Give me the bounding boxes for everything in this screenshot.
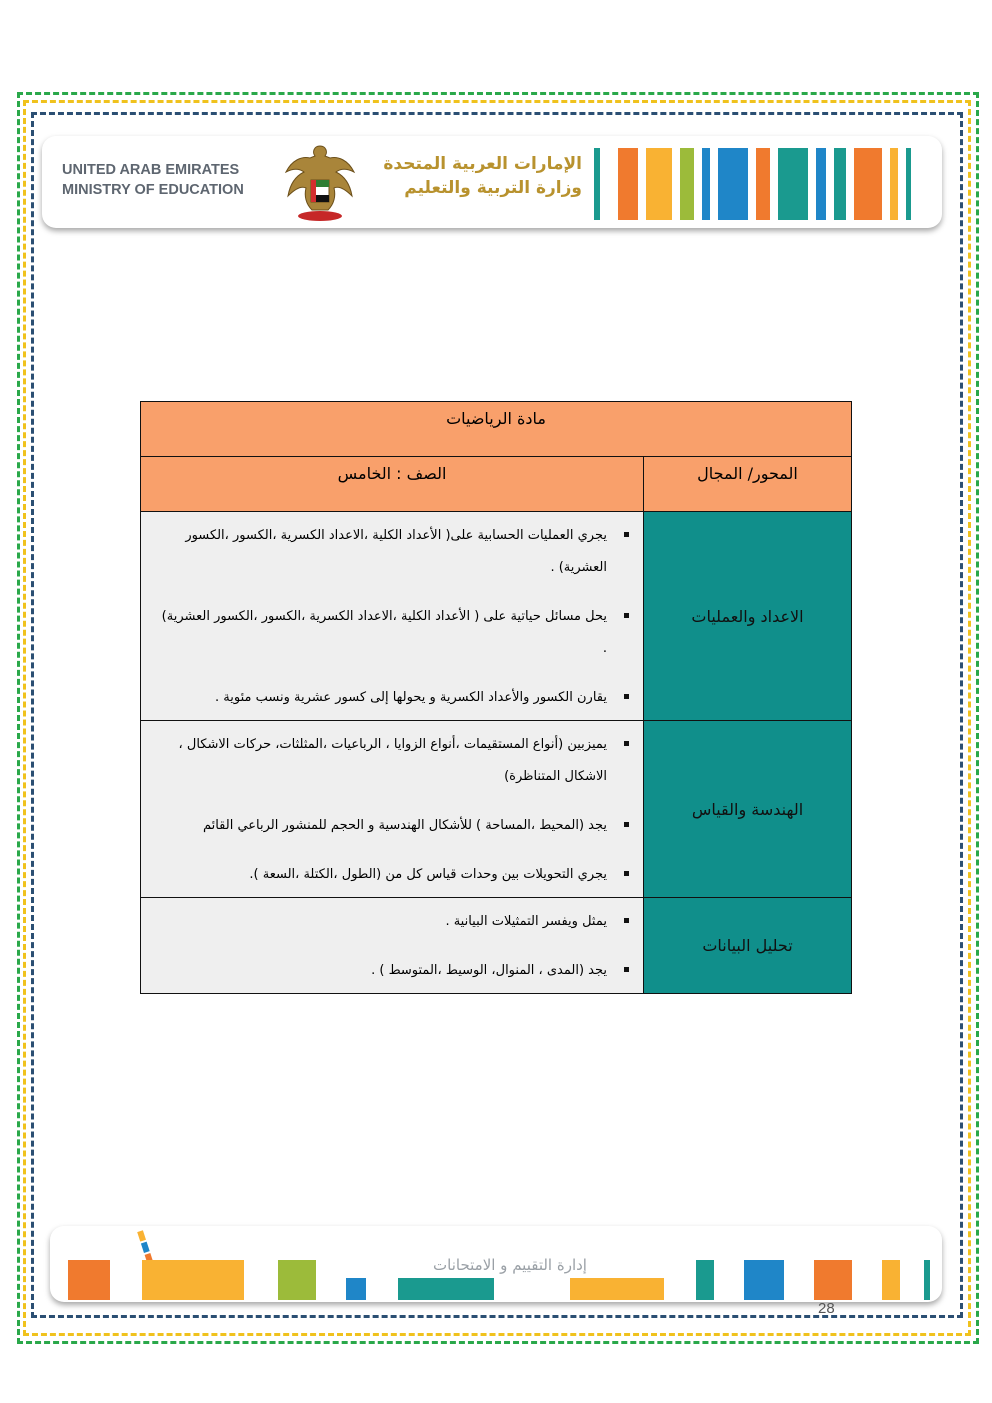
stripe — [854, 148, 882, 220]
color-stripes-decoration — [594, 146, 939, 222]
block — [398, 1278, 494, 1300]
outcomes-cell — [141, 898, 644, 994]
outcome-item: يحل مسائل حياتية على ( الأعداد الكلية ،الاعداد الكسرية ،الكسور ،الكسور العشرية) . — [161, 601, 607, 665]
block — [346, 1278, 366, 1300]
block — [882, 1260, 900, 1300]
stripe — [594, 148, 600, 220]
ministry-header-banner — [42, 136, 942, 228]
outcome-item: يقارن الكسور والأعداد الكسرية و يحولها إلى كسور عشرية ونسب مئوية . — [161, 682, 607, 714]
block — [696, 1260, 714, 1300]
outcome-item: يجري التحويلات بين وحدات قياس كل من (الطول ،الكتلة ،السعة ). — [161, 859, 607, 891]
stripe — [906, 148, 911, 220]
stripe — [816, 148, 826, 220]
stripe — [890, 148, 898, 220]
outcome-item: يمثل ويفسر التمثيلات البيانية . — [161, 906, 607, 938]
table-row — [141, 721, 852, 898]
stripe — [646, 148, 672, 220]
outcome-item: يجد (المدى ، المنوال، الوسيط ،المتوسط ) . — [161, 955, 607, 987]
ministry-name-ar: وزارة التربية والتعليم — [404, 178, 582, 198]
curriculum-table — [140, 401, 852, 994]
block — [142, 1260, 244, 1300]
assessment-footer-banner — [50, 1226, 942, 1302]
assessment-department-name: إدارة التقييم و الامتحانات — [433, 1256, 587, 1274]
page-number: 28 — [818, 1300, 835, 1317]
block — [924, 1260, 930, 1300]
table-row — [141, 898, 852, 994]
axis-header: المحور/ المجال — [644, 457, 852, 512]
block — [814, 1260, 852, 1300]
grade-header: الصف : الخامس — [141, 457, 644, 512]
block — [68, 1260, 110, 1300]
country-name-en: UNITED ARAB EMIRATES — [62, 162, 240, 178]
block — [744, 1260, 784, 1300]
outcome-item: يجد (المحيط ،المساحة ) للأشكال الهندسية و الحجم للمنشور الرباعي القائم — [161, 810, 607, 842]
stripe — [618, 148, 638, 220]
outcome-item: يميزبين (أنواع المستقيمات ،أنواع الزوايا ، الرباعيات ،المثلثات، حركات الاشكال ، الاشكال المتناظرة) — [161, 729, 607, 793]
subject-title: مادة الرياضيات — [141, 402, 852, 457]
ministry-name-english — [62, 160, 244, 200]
stripe — [702, 148, 710, 220]
stripe — [718, 148, 748, 220]
stripe — [756, 148, 770, 220]
stripe — [680, 148, 694, 220]
outcomes-cell — [141, 512, 644, 721]
domain-data-analysis: تحليل البيانات — [644, 898, 852, 994]
stripe — [834, 148, 846, 220]
ministry-name-arabic — [372, 152, 582, 200]
ministry-name-en: MINISTRY OF EDUCATION — [62, 182, 244, 198]
block — [278, 1260, 316, 1300]
outcome-item: يجري العمليات الحسابية على( الأعداد الكلية ،الاعداد الكسرية ،الكسور ،الكسور العشرية) . — [161, 520, 607, 584]
block — [570, 1278, 664, 1300]
stripe — [778, 148, 808, 220]
uae-falcon-emblem-icon — [282, 142, 358, 224]
domain-geometry-measurement: الهندسة والقياس — [644, 721, 852, 898]
country-name-ar: الإمارات العربية المتحدة — [383, 154, 582, 174]
domain-numbers-operations: الاعداد والعمليات — [644, 512, 852, 721]
table-row — [141, 512, 852, 721]
outcomes-cell — [141, 721, 644, 898]
